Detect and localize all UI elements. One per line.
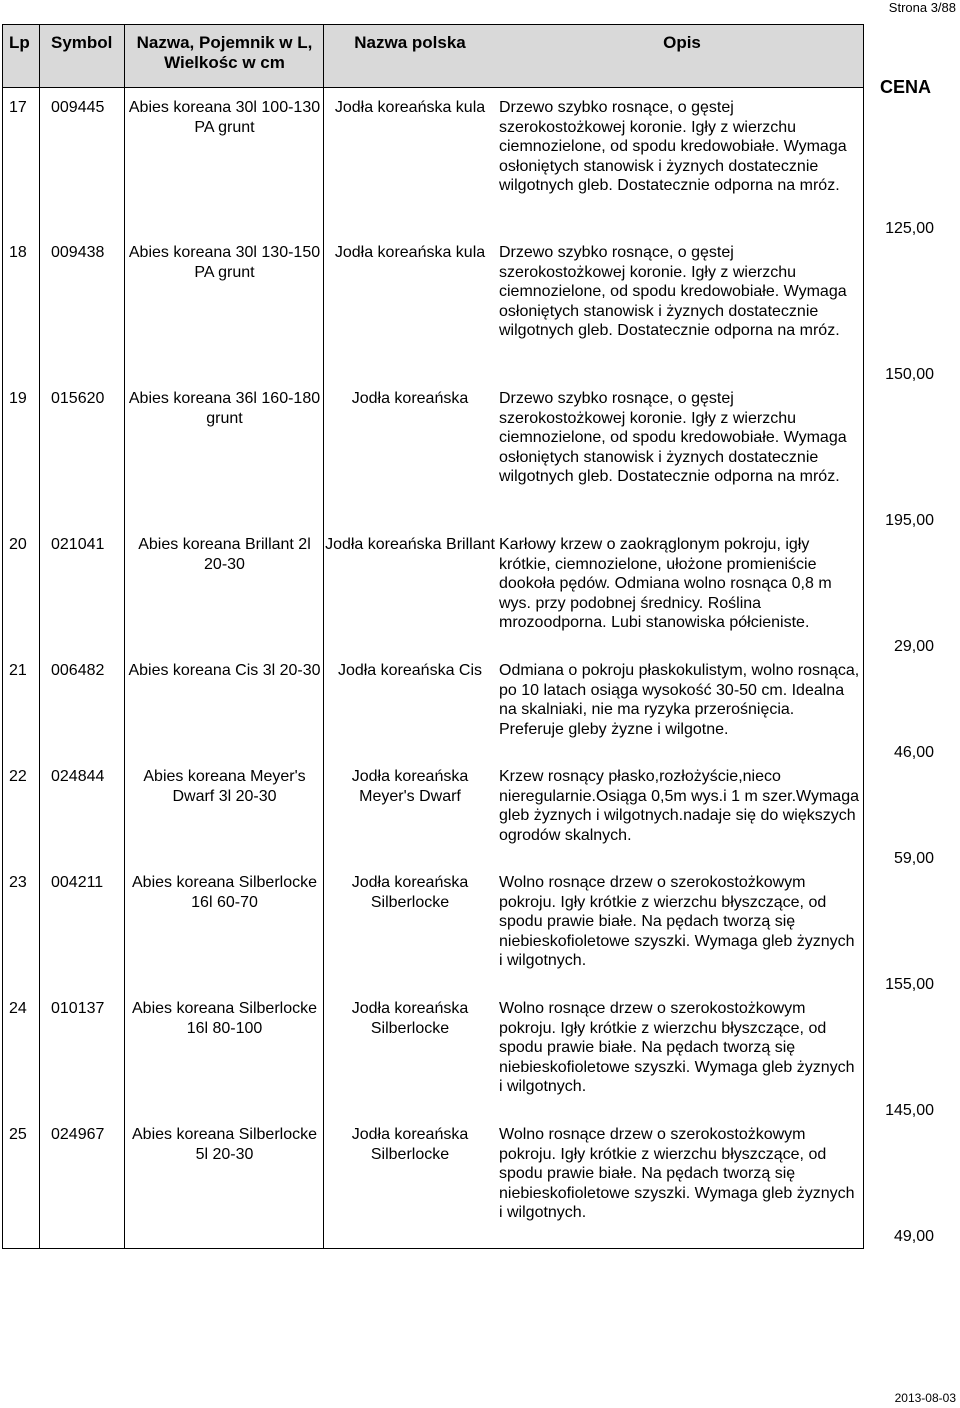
header-cena: CENA <box>880 77 932 97</box>
cell-lp: 17 <box>9 99 27 116</box>
cell-nazwa: Abies koreana 30l 100-130 PA grunt <box>128 99 321 136</box>
cell-nazwa: Abies koreana Brillant 2l 20-30 <box>138 536 311 573</box>
cell-lp: 22 <box>9 768 27 785</box>
footer-date: 2013-08-03 <box>894 1391 956 1405</box>
cell-lp: 25 <box>9 1126 27 1143</box>
column-divider <box>323 25 324 1248</box>
cell-nazwa-polska: Jodła koreańska Meyer's Dwarf <box>351 768 469 805</box>
cell-cena: 49,00 <box>893 1228 934 1245</box>
cell-lp: 18 <box>9 244 27 261</box>
column-divider <box>39 25 40 1248</box>
cell-cena: 59,00 <box>893 850 934 867</box>
cell-cena: 195,00 <box>885 512 934 529</box>
cell-symbol: 024967 <box>51 1126 105 1143</box>
cell-cena: 125,00 <box>885 220 934 237</box>
cell-nazwa: Abies koreana Silberlocke 16l 60-70 <box>132 874 317 911</box>
cell-cena: 155,00 <box>885 976 934 993</box>
cell-symbol: 015620 <box>51 390 105 407</box>
cell-nazwa: Abies koreana Cis 3l 20-30 <box>128 662 321 679</box>
cell-nazwa-polska: Jodła koreańska Silberlocke <box>351 874 469 911</box>
cell-symbol: 021041 <box>51 536 105 553</box>
header-nazwa: Nazwa, Pojemnik w L, Wielkośc w cm <box>136 33 313 72</box>
cell-nazwa-polska: Jodła koreańska <box>351 390 469 407</box>
product-table <box>2 24 864 1249</box>
cell-lp: 24 <box>9 1000 27 1017</box>
cell-cena: 46,00 <box>893 744 934 761</box>
cell-nazwa-polska: Jodła koreańska Silberlocke <box>351 1126 469 1163</box>
cell-lp: 20 <box>9 536 27 553</box>
table-header <box>3 25 863 88</box>
cell-lp: 21 <box>9 662 27 679</box>
cell-nazwa: Abies koreana Silberlocke 16l 80-100 <box>132 1000 317 1037</box>
cell-opis: Krzew rosnący płasko,rozłożyście,nieco nieregularnie.Osiąga 0,5m wys.i 1 m szer.Wymaga gleb żyznych i wilgotnych.nadaje się do większych ogrodów skalnych. <box>499 768 859 844</box>
cell-nazwa: Abies koreana 36l 160-180 grunt <box>128 390 321 427</box>
header-nazwa-polska: Nazwa polska <box>354 33 466 52</box>
cell-symbol: 024844 <box>51 768 105 785</box>
cell-symbol: 009438 <box>51 244 105 261</box>
cell-opis: Wolno rosnące drzew o szerokostożkowym pokroju. Igły krótkie z wierzchu błyszczące, od spodu prawie białe. Na pędach tworzą się niebieskofioletowe szyszki. Wymaga gleb żyznych i wilgotnych. <box>499 1126 855 1221</box>
cell-cena: 145,00 <box>885 1102 934 1119</box>
cell-opis: Odmiana o pokroju płaskokulistym, wolno rosnąca, po 10 latach osiąga wysokość 30-50 cm. Idealna na skalniaki, nie ma ryzyka przerośnięcia. Preferuje gleby żyzne i wilgotne. <box>499 662 860 738</box>
header-lp: Lp <box>9 33 30 52</box>
cell-symbol: 006482 <box>51 662 105 679</box>
cell-lp: 23 <box>9 874 27 891</box>
cell-opis: Drzewo szybko rosnące, o gęstej szerokostożkowej koronie. Igły z wierzchu ciemnozielone, od spodu kredowobiałe. Wymaga osłoniętych stanowisk i żyznych dostatecznie wilgotnych gleb. Dostatecznie odporna na mróz. <box>499 244 847 339</box>
cell-nazwa: Abies koreana 30l 130-150 PA grunt <box>128 244 321 281</box>
cell-opis: Wolno rosnące drzew o szerokostożkowym pokroju. Igły krótkie z wierzchu błyszczące, od spodu prawie białe. Na pędach tworzą się niebieskofioletowe szyszki. Wymaga gleb żyznych i wilgotnych. <box>499 874 855 969</box>
cell-nazwa-polska: Jodła koreańska Cis <box>337 662 483 679</box>
header-opis: Opis <box>663 33 701 52</box>
cell-cena: 150,00 <box>885 366 934 383</box>
cell-opis: Drzewo szybko rosnące, o gęstej szerokostożkowej koronie. Igły z wierzchu ciemnozielone, od spodu kredowobiałe. Wymaga osłoniętych stanowisk i żyznych dostatecznie wilgotnych gleb. Dostatecznie odporna na mróz. <box>499 390 847 485</box>
cell-symbol: 010137 <box>51 1000 105 1017</box>
cell-opis: Drzewo szybko rosnące, o gęstej szerokostożkowej koronie. Igły z wierzchu ciemnozielone, od spodu kredowobiałe. Wymaga osłoniętych stanowisk i żyznych dostatecznie wilgotnych gleb. Dostatecznie odporna na mróz. <box>499 99 847 194</box>
cell-nazwa-polska: Jodła koreańska kula <box>334 244 486 261</box>
cell-symbol: 004211 <box>51 874 104 891</box>
cell-cena: 29,00 <box>893 638 934 655</box>
cell-lp: 19 <box>9 390 27 407</box>
cell-nazwa-polska: Jodła koreańska Brillant <box>325 536 495 553</box>
header-symbol: Symbol <box>51 33 113 52</box>
cell-nazwa: Abies koreana Meyer's Dwarf 3l 20-30 <box>143 768 306 805</box>
cell-symbol: 009445 <box>51 99 105 116</box>
cell-nazwa-polska: Jodła koreańska kula <box>334 99 486 116</box>
column-divider <box>124 25 125 1248</box>
cell-nazwa-polska: Jodła koreańska Silberlocke <box>351 1000 469 1037</box>
cell-nazwa: Abies koreana Silberlocke 5l 20-30 <box>132 1126 317 1163</box>
page-number: Strona 3/88 <box>888 0 956 15</box>
cell-opis: Karłowy krzew o zaokrąglonym pokroju, igły krótkie, ciemnozielone, ułożone promieniście dookoła pędów. Odmiana wolno rosnąca 0,8 m wys. przy podobnej średnicy. Roślina mrozoodporna. Lubi stanowiska półcieniste. <box>499 536 832 631</box>
cell-opis: Wolno rosnące drzew o szerokostożkowym pokroju. Igły krótkie z wierzchu błyszczące, od spodu prawie białe. Na pędach tworzą się niebieskofioletowe szyszki. Wymaga gleb żyznych i wilgotnych. <box>499 1000 855 1095</box>
